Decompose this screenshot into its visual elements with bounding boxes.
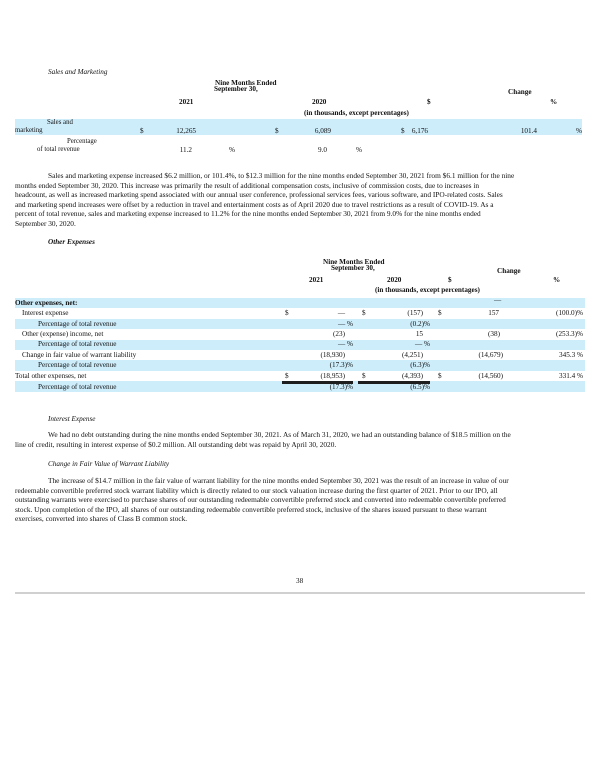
value-change: (38) xyxy=(488,330,500,338)
paragraph-line: redeemable convertible preferred stock warrant liability which is directly related to our stock valuation increase during the first quarter of 2021. Prior to our IPO, all xyxy=(15,485,498,495)
period-header-line2: September 30, xyxy=(214,85,258,93)
section-heading-sales-marketing: Sales and Marketing xyxy=(48,68,108,76)
pct-sign: % xyxy=(576,127,582,135)
table-row-highlight xyxy=(15,119,582,135)
col-header-dollar-change: $ xyxy=(448,276,452,284)
paragraph-line: percent of total revenue, sales and marketing expense increased to 11.2% for the nine months ended September 30, 2021 from 9.0% for the nine months ended xyxy=(15,209,481,219)
paragraph-line: Sales and marketing expense increased $6.2 million, or 101.4%, to $12.3 million for the nine months ended September 30, 2021 from $6.1 million for the nine xyxy=(48,171,515,180)
paragraph-line: and marketing spend increases were offset by a reduction in travel and entertainment costs as of April 2020 due to travel restrictions as a result of COVID-19. As a xyxy=(15,199,494,209)
value-2020: (4,393) xyxy=(402,371,423,380)
value-change: (14,679) xyxy=(478,350,503,359)
page-number: 38 xyxy=(296,577,304,585)
value-2020: (157) xyxy=(407,309,423,317)
paragraph-line: stock. Upon completion of the IPO, all shares of our outstanding redeemable convertible preferred stock, inclusive of the shares issued pursuant to these warrant xyxy=(15,504,487,514)
currency-2021: $ xyxy=(285,371,289,380)
paragraph-line: headcount, as well as increased marketing spend associated with our annual user conference, professional services fees, various software, and IPO-related costs. Sales xyxy=(15,190,503,200)
units-note: (in thousands, except percentages) xyxy=(375,286,480,294)
value-2020: — % xyxy=(415,340,430,349)
row-label-warrant-liability: Change in fair value of warrant liability xyxy=(22,350,137,359)
period-header-line1: Nine Months Ended xyxy=(323,258,385,266)
value-2021: — % xyxy=(338,340,353,349)
col-header-2020: 2020 xyxy=(312,98,327,106)
value-pct-change: 331.4 % xyxy=(559,371,583,380)
value-2021: — % xyxy=(338,319,353,328)
row-label-percentage: Percentage of total revenue xyxy=(38,361,117,370)
value-2021: 12,265 xyxy=(176,127,196,135)
row-label-interest-expense: Interest expense xyxy=(22,309,69,317)
paragraph-line: months ended September 30, 2020. This increase was primarily the result of additional compensation costs, inclusive of commission costs, due to increases in xyxy=(15,180,480,190)
period-header-line2: September 30, xyxy=(331,264,375,272)
value-pct-change: 345.3 % xyxy=(559,350,583,359)
value-change: 157 xyxy=(488,309,499,317)
row-label-percentage: Percentage of total revenue xyxy=(38,340,117,349)
paragraph-line: September 30, 2020. xyxy=(15,219,76,228)
paragraph-line: exercises, converted into shares of Class B common stock. xyxy=(15,514,188,523)
col-header-2021: 2021 xyxy=(179,98,194,106)
value-pct-change: (253.3)% xyxy=(556,330,583,338)
value-2021: (17.3)% xyxy=(329,361,353,370)
paragraph-line: line of credit, resulting in interest expense of $0.2 million. All outstanding debt was repaid by April 30, 2020. xyxy=(15,439,337,449)
row-label-total-other-expenses: Total other expenses, net xyxy=(15,371,87,380)
row-label-percentage: Percentage of total revenue xyxy=(38,382,117,391)
value-2020: 6,089 xyxy=(314,127,331,135)
currency-2020: $ xyxy=(275,127,279,135)
paragraph-line: The increase of $14.7 million in the fair value of warrant liability for the nine months ended September 30, 2021 was the result of an increase in value of our xyxy=(48,476,509,485)
page-divider xyxy=(15,592,585,594)
col-header-pct-change: % xyxy=(550,98,558,106)
col-header-dollar-change: $ xyxy=(427,98,431,106)
value-2021: (17.3)% xyxy=(329,382,353,391)
row-label-line1: Percentage xyxy=(67,138,97,145)
value-2020: (6.3)% xyxy=(410,361,430,370)
value-2020: 15 xyxy=(415,330,423,338)
section-heading-warrant-liability: Change in Fair Value of Warrant Liability xyxy=(48,460,170,468)
value-2020: 9.0 xyxy=(318,146,327,154)
row-label-line2: marketing xyxy=(15,127,43,134)
col-header-pct-change: % xyxy=(553,276,561,284)
value-2021: (23) xyxy=(333,330,345,338)
value-change: — xyxy=(494,296,502,304)
currency-2021: $ xyxy=(285,309,289,317)
pct-sign-2021: % xyxy=(229,146,235,154)
row-label-line2: of total revenue xyxy=(37,146,80,153)
currency-change: $ xyxy=(401,127,405,135)
value-pct-change: (100.0)% xyxy=(556,309,583,317)
row-label-other-income: Other (expense) income, net xyxy=(22,330,104,338)
currency-2020: $ xyxy=(362,309,366,317)
currency-2020: $ xyxy=(362,371,366,380)
value-2020: (6.5)% xyxy=(410,382,430,391)
value-2020: (4,251) xyxy=(402,350,423,359)
paragraph-line: outstanding warrants were exercised to purchase shares of our outstanding redeemable convertible preferred stock and converted into redeemable convertible preferred xyxy=(15,495,506,504)
currency-2021: $ xyxy=(140,127,144,135)
row-label-percentage: Percentage of total revenue xyxy=(38,319,117,328)
section-heading-other-expenses: Other Expenses xyxy=(48,238,95,246)
period-header-line1: Nine Months Ended xyxy=(215,79,277,87)
row-label-line1: Sales and xyxy=(47,119,73,126)
row-label-other-expenses-net: Other expenses, net: xyxy=(15,299,78,307)
value-pct-change: 101.4 xyxy=(520,127,537,135)
units-note: (in thousands, except percentages) xyxy=(304,109,409,117)
value-2021: — xyxy=(337,309,345,317)
col-header-2021: 2021 xyxy=(309,276,324,284)
value-change: 6,176 xyxy=(411,127,428,135)
value-change: (14,560) xyxy=(478,371,503,380)
change-header: Change xyxy=(508,88,532,96)
col-header-2020: 2020 xyxy=(387,276,402,284)
value-2020: (0.2)% xyxy=(410,319,430,328)
value-2021: (18,953) xyxy=(320,371,345,380)
paragraph-line: We had no debt outstanding during the nine months ended September 30, 2021. As of March 31, 2020, we had an outstanding balance of $18.5 million on the xyxy=(48,430,511,439)
value-2021: (18,930) xyxy=(320,350,345,359)
change-header: Change xyxy=(497,267,521,275)
currency-change: $ xyxy=(438,371,442,380)
pct-sign-2020: % xyxy=(356,146,362,154)
section-heading-interest-expense: Interest Expense xyxy=(48,415,96,423)
currency-change: $ xyxy=(438,309,442,317)
value-2021: 11.2 xyxy=(179,146,192,154)
